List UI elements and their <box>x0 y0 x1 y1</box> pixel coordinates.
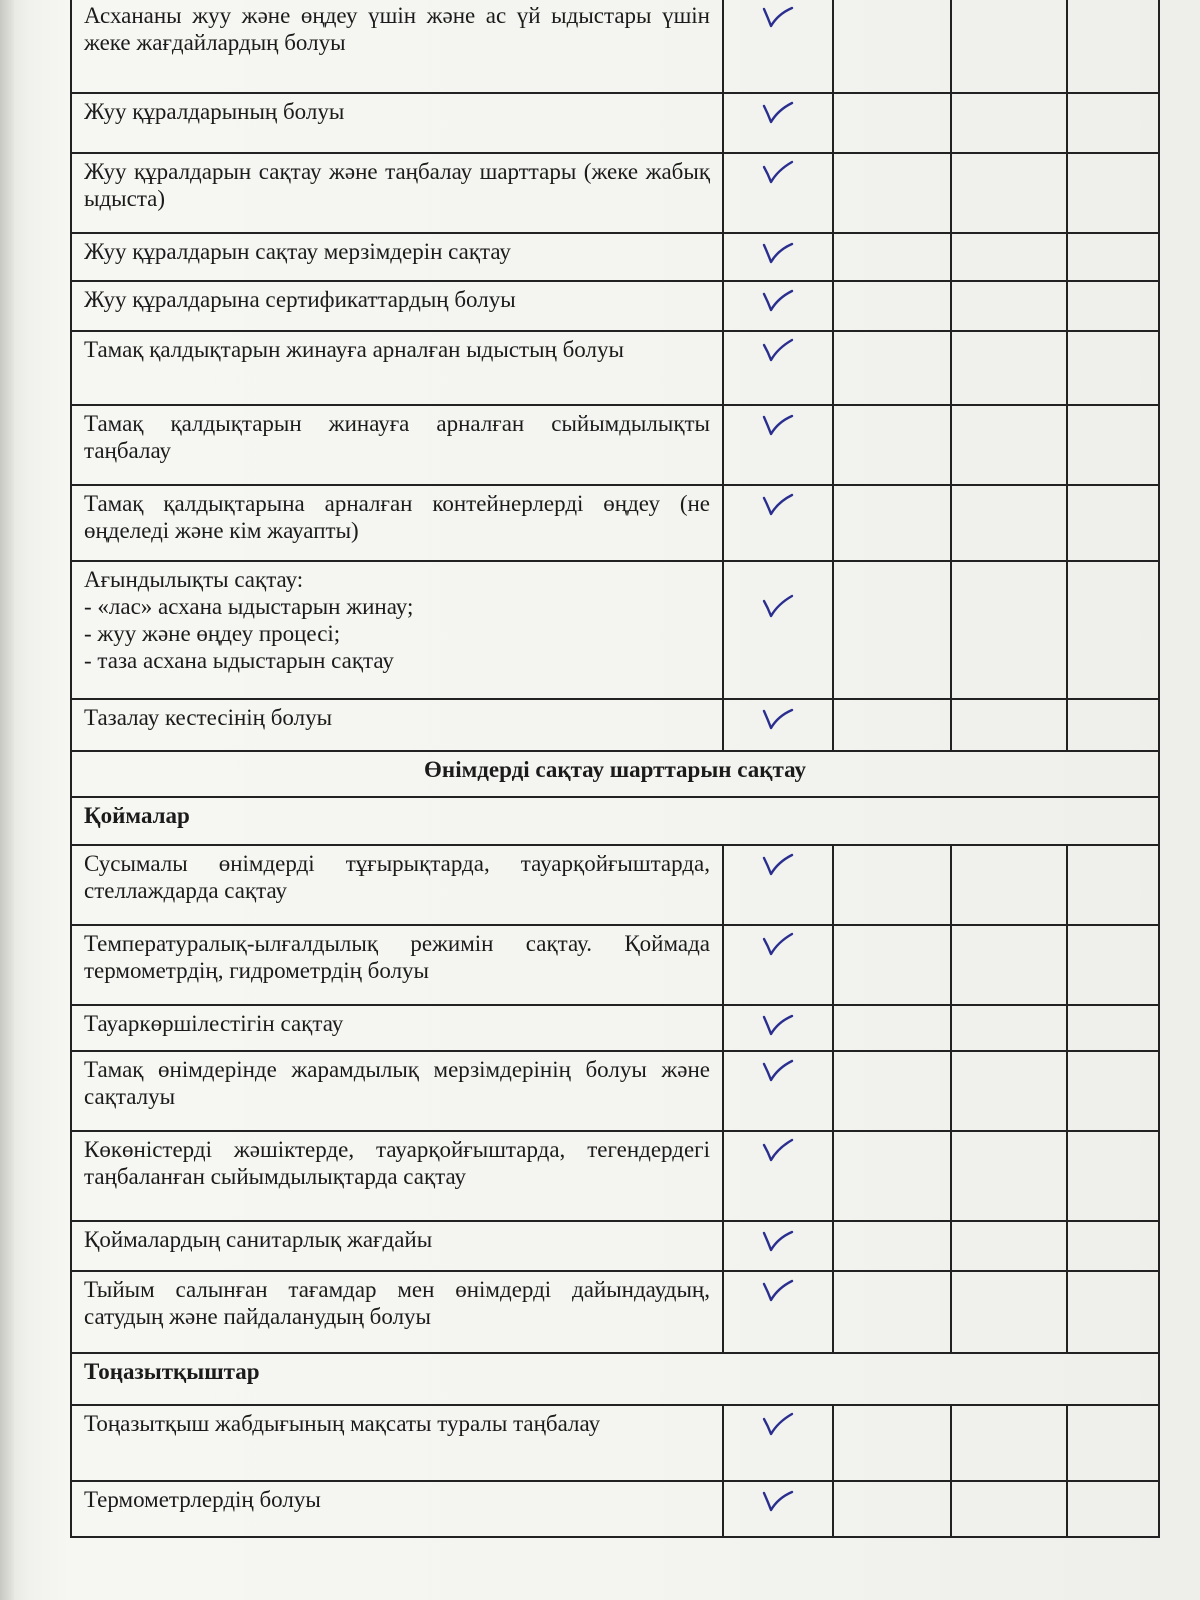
criterion-text: Көкөністерді жәшіктерде, тауарқойғыштарда, тегендердегі таңбаланған сыйымдылықтарда сақтау <box>71 1131 723 1221</box>
check-cell <box>723 925 833 1005</box>
empty-cell <box>833 331 951 405</box>
criterion-text: Температуралық-ылғалдылық режимін сақтау. Қоймада термометрдің, гидрометрдің болуы <box>71 925 723 1005</box>
empty-cell <box>833 233 951 281</box>
empty-cell <box>951 1131 1067 1221</box>
table-row <box>71 1221 1159 1271</box>
empty-cell <box>1067 925 1159 1005</box>
empty-cell <box>1067 1271 1159 1353</box>
check-mark-icon <box>761 2 795 30</box>
empty-cell <box>1067 1405 1159 1481</box>
criterion-text: Жуу құралдарының болуы <box>71 93 723 153</box>
empty-cell <box>1067 405 1159 485</box>
criterion-text: Жуу құралдарын сақтау мерзімдерін сақтау <box>71 233 723 281</box>
check-cell <box>723 1005 833 1051</box>
check-cell <box>723 561 833 699</box>
check-cell <box>723 1131 833 1221</box>
empty-cell <box>951 1051 1067 1131</box>
check-cell <box>723 845 833 925</box>
empty-cell <box>1067 1131 1159 1221</box>
empty-cell <box>1067 331 1159 405</box>
table-row <box>71 925 1159 1005</box>
empty-cell <box>951 1005 1067 1051</box>
empty-cell <box>951 233 1067 281</box>
empty-cell <box>833 925 951 1005</box>
empty-cell <box>1067 1005 1159 1051</box>
table-row <box>71 485 1159 561</box>
empty-cell <box>1067 1221 1159 1271</box>
criterion-text: Қоймалардың санитарлық жағдайы <box>71 1221 723 1271</box>
table-row <box>71 233 1159 281</box>
empty-cell <box>833 561 951 699</box>
check-mark-icon <box>761 592 795 620</box>
binding-edge <box>0 0 14 1600</box>
criterion-text: Тамақ өнімдерінде жарамдылық мерзімдерінің болуы және сақталуы <box>71 1051 723 1131</box>
check-cell <box>723 1221 833 1271</box>
table-row <box>71 1271 1159 1353</box>
check-cell <box>723 405 833 485</box>
table-row <box>71 1051 1159 1131</box>
table-row <box>71 1405 1159 1481</box>
check-cell <box>723 93 833 153</box>
criterion-text: Тамақ қалдықтарына арналған контейнерлерді өңдеу (не өңделеді және кім жауапты) <box>71 485 723 561</box>
criterion-text: Тыйым салынған тағамдар мен өнімдерді дайындаудың, сатудың және пайдаланудың болуы <box>71 1271 723 1353</box>
empty-cell <box>1067 561 1159 699</box>
empty-cell <box>951 699 1067 751</box>
table-row <box>71 699 1159 751</box>
empty-cell <box>833 1005 951 1051</box>
check-cell <box>723 331 833 405</box>
empty-cell <box>1067 699 1159 751</box>
empty-cell <box>951 1271 1067 1353</box>
subsection-title-warehouses: Қоймалар <box>71 797 1159 845</box>
check-mark-icon <box>761 704 795 732</box>
check-cell <box>723 1271 833 1353</box>
check-mark-icon <box>761 336 795 364</box>
empty-cell <box>951 925 1067 1005</box>
table-row <box>71 1005 1159 1051</box>
empty-cell <box>833 1271 951 1353</box>
empty-cell <box>1067 485 1159 561</box>
table-row <box>71 281 1159 331</box>
check-mark-icon <box>761 850 795 878</box>
empty-cell <box>833 845 951 925</box>
empty-cell <box>833 153 951 233</box>
subsection-title-fridges: Тоңазытқыштар <box>71 1353 1159 1405</box>
criterion-line: - «лас» асхана ыдыстарын жинау; <box>84 594 414 619</box>
subsection-row <box>71 1353 1159 1405</box>
check-cell <box>723 1051 833 1131</box>
check-mark-icon <box>761 1410 795 1438</box>
check-mark-icon <box>761 930 795 958</box>
criterion-line: - жуу және өңдеу процесі; <box>84 621 341 646</box>
table-row <box>71 153 1159 233</box>
table-row <box>71 93 1159 153</box>
check-cell <box>723 1405 833 1481</box>
check-mark-icon <box>761 1056 795 1084</box>
criterion-text: Термометрлердің болуы <box>71 1481 723 1537</box>
table-row <box>71 1131 1159 1221</box>
table-row <box>71 405 1159 485</box>
empty-cell <box>833 1221 951 1271</box>
check-cell <box>723 281 833 331</box>
empty-cell <box>1067 1481 1159 1537</box>
empty-cell <box>833 93 951 153</box>
empty-cell <box>951 845 1067 925</box>
empty-cell <box>1067 1051 1159 1131</box>
check-mark-icon <box>761 1136 795 1164</box>
empty-cell <box>833 281 951 331</box>
empty-cell <box>1067 153 1159 233</box>
check-mark-icon <box>761 410 795 438</box>
empty-cell <box>833 1405 951 1481</box>
section-title: Өнімдерді сақтау шарттарын сақтау <box>71 751 1159 797</box>
empty-cell <box>951 561 1067 699</box>
empty-cell <box>833 0 951 93</box>
empty-cell <box>951 0 1067 93</box>
check-mark-icon <box>761 490 795 518</box>
check-cell <box>723 485 833 561</box>
criterion-text: Жуу құралдарына сертификаттардың болуы <box>71 281 723 331</box>
criterion-text: Сусымалы өнімдерді тұғырықтарда, тауарқойғыштарда, стеллаждарда сақтау <box>71 845 723 925</box>
table-row <box>71 845 1159 925</box>
criterion-text: Тазалау кестесінің болуы <box>71 699 723 751</box>
table-row <box>71 0 1159 93</box>
empty-cell <box>1067 845 1159 925</box>
check-cell <box>723 0 833 93</box>
criterion-line: Ағындылықты сақтау: <box>84 567 304 592</box>
check-mark-icon <box>761 158 795 186</box>
empty-cell <box>1067 233 1159 281</box>
table-row <box>71 331 1159 405</box>
empty-cell <box>951 405 1067 485</box>
criterion-text: Тауаркөршілестігін сақтау <box>71 1005 723 1051</box>
subsection-row <box>71 797 1159 845</box>
empty-cell <box>833 485 951 561</box>
check-mark-icon <box>761 1276 795 1304</box>
empty-cell <box>833 1131 951 1221</box>
check-cell <box>723 153 833 233</box>
check-cell <box>723 699 833 751</box>
criterion-text: Тамақ қалдықтарын жинауға арналған сыйымдылықты таңбалау <box>71 405 723 485</box>
criterion-text: Жуу құралдарын сақтау және таңбалау шарттары (жеке жабық ыдыста) <box>71 153 723 233</box>
empty-cell <box>951 331 1067 405</box>
empty-cell <box>833 699 951 751</box>
check-cell <box>723 1481 833 1537</box>
empty-cell <box>951 485 1067 561</box>
check-mark-icon <box>761 238 795 266</box>
table-row <box>71 1481 1159 1537</box>
check-mark-icon <box>761 1226 795 1254</box>
empty-cell <box>833 405 951 485</box>
section-row <box>71 751 1159 797</box>
table-row <box>71 561 1159 699</box>
criterion-line: - таза асхана ыдыстарын сақтау <box>84 648 394 673</box>
empty-cell <box>951 1481 1067 1537</box>
criterion-text <box>71 561 723 699</box>
empty-cell <box>951 153 1067 233</box>
empty-cell <box>833 1481 951 1537</box>
empty-cell <box>951 1405 1067 1481</box>
checklist-table <box>70 0 1160 1538</box>
criterion-text: Тамақ қалдықтарын жинауға арналған ыдыстың болуы <box>71 331 723 405</box>
empty-cell <box>951 1221 1067 1271</box>
criterion-text: Асхананы жуу және өңдеу үшін және ас үй ыдыстары үшін жеке жағдайлардың болуы <box>71 0 723 93</box>
check-mark-icon <box>761 98 795 126</box>
empty-cell <box>1067 0 1159 93</box>
check-mark-icon <box>761 1486 795 1514</box>
empty-cell <box>951 281 1067 331</box>
empty-cell <box>951 93 1067 153</box>
empty-cell <box>1067 281 1159 331</box>
check-cell <box>723 233 833 281</box>
criterion-text: Тоңазытқыш жабдығының мақсаты туралы таңбалау <box>71 1405 723 1481</box>
check-mark-icon <box>761 1010 795 1038</box>
empty-cell <box>833 1051 951 1131</box>
empty-cell <box>1067 93 1159 153</box>
check-mark-icon <box>761 286 795 314</box>
